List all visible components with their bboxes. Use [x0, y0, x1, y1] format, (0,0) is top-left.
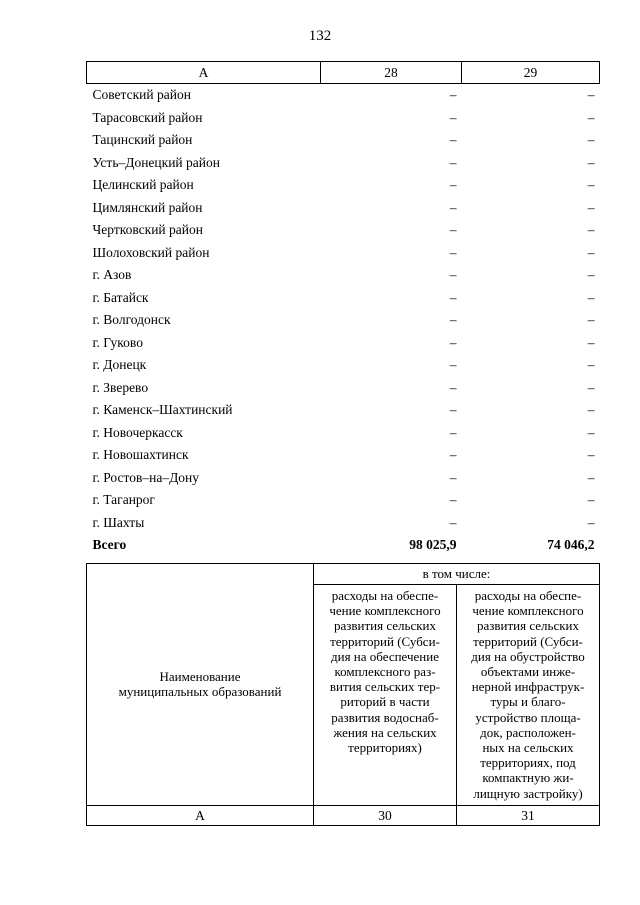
municipality-name-header-line1: Наименование [159, 669, 241, 685]
table-row [87, 512, 600, 535]
table-row [87, 264, 600, 287]
value-col-29: – [587, 222, 595, 238]
municipality-name: Цимлянский район [92, 199, 203, 215]
table-row [87, 332, 600, 355]
description-line: компактную жи- [482, 770, 574, 786]
including-header: в том числе: [314, 564, 600, 585]
value-col-29: – [587, 244, 595, 260]
value-col-29: – [587, 289, 595, 305]
table-row [87, 174, 600, 197]
table-row [87, 489, 600, 512]
description-line: вития сельских тер- [329, 679, 441, 695]
value-col-29: – [587, 447, 595, 463]
municipality-name: г. Ростов–на–Дону [92, 469, 200, 485]
municipality-name: Шолоховский район [92, 244, 210, 260]
municipality-name: Всего [92, 537, 127, 553]
description-line: расходы на обеспе- [474, 588, 582, 603]
upper-table-header-row [87, 62, 600, 84]
municipality-name: г. Зверево [92, 379, 149, 395]
municipality-name: Советский район [92, 87, 191, 103]
col-30-description [314, 585, 457, 806]
description-line: дия на обеспечение [331, 648, 439, 664]
table-row [87, 444, 600, 467]
description-line: чение комплексного [472, 603, 584, 619]
col-31-description-text [460, 588, 596, 801]
index-col-31: 31 [457, 805, 600, 825]
description-line: территорий (Субси- [473, 633, 583, 649]
municipality-name: г. Новошахтинск [92, 447, 189, 463]
value-col-29: – [587, 177, 595, 193]
value-col-28: – [449, 222, 457, 238]
description-line: объектами инже- [480, 664, 576, 680]
value-col-29: – [587, 154, 595, 170]
col-31-description [457, 585, 600, 806]
municipality-name: г. Волгодонск [92, 312, 171, 328]
upper-table-body [87, 84, 600, 557]
value-col-28: – [449, 312, 457, 328]
description-line: комплексного раз- [334, 664, 436, 680]
table-row [87, 422, 600, 445]
description-line: территориях) [348, 740, 422, 756]
page-number: 132 [308, 28, 332, 44]
header-col-29: 29 [462, 62, 600, 84]
description-line: лищную застройку) [473, 785, 583, 801]
value-col-29: – [587, 357, 595, 373]
value-col-28: – [449, 244, 457, 260]
value-col-29: – [587, 424, 595, 440]
description-line: территорий (Субси- [330, 633, 440, 649]
description-line: развития сельских [476, 618, 580, 634]
table-row [87, 107, 600, 130]
municipality-name: г. Гуково [92, 334, 143, 350]
value-col-29: – [587, 87, 595, 103]
value-col-29: 74 046,2 [547, 537, 595, 553]
lower-table-header [86, 563, 600, 826]
value-col-28: – [449, 447, 457, 463]
value-col-29: – [587, 199, 595, 215]
value-col-28: – [449, 267, 457, 283]
header-col-a: А [87, 62, 321, 84]
value-col-29: – [587, 312, 595, 328]
value-col-29: – [587, 132, 595, 148]
header-col-28: 28 [321, 62, 462, 84]
value-col-28: – [449, 177, 457, 193]
value-col-28: – [449, 289, 457, 305]
municipality-name-header [87, 564, 314, 806]
municipality-name: г. Каменск–Шахтинский [92, 402, 233, 418]
municipality-name-header-line2: муниципальных образований [118, 684, 282, 700]
table-row [87, 197, 600, 220]
table-row [87, 354, 600, 377]
table-row [87, 399, 600, 422]
value-col-29: – [587, 109, 595, 125]
index-col-30: 30 [314, 805, 457, 825]
table-row [87, 84, 600, 107]
table-row [87, 219, 600, 242]
value-col-28: – [449, 154, 457, 170]
value-col-29: – [587, 379, 595, 395]
lower-index-row [87, 805, 600, 825]
value-col-29: – [587, 267, 595, 283]
value-col-28: – [449, 402, 457, 418]
description-line: ных на сельских [482, 740, 574, 756]
municipality-name: г. Таганрог [92, 492, 155, 508]
value-col-28: 98 025,9 [409, 537, 457, 553]
table-row [87, 242, 600, 265]
table-row [87, 129, 600, 152]
municipality-name: г. Азов [92, 267, 132, 283]
col-30-description-text [317, 588, 453, 755]
value-col-28: – [449, 492, 457, 508]
table-row [87, 152, 600, 175]
total-row [87, 534, 600, 557]
value-col-28: – [449, 424, 457, 440]
value-col-28: – [449, 87, 457, 103]
value-col-28: – [449, 379, 457, 395]
value-col-28: – [449, 132, 457, 148]
value-col-28: – [449, 514, 457, 530]
municipality-name: г. Новочеркасск [92, 424, 183, 440]
value-col-29: – [587, 492, 595, 508]
description-line: дия на обустройство [471, 648, 585, 664]
description-line: чение комплексного [329, 603, 441, 619]
index-col-a: А [87, 805, 314, 825]
municipality-name: Тарасовский район [92, 109, 203, 125]
description-line: нерной инфраструк- [471, 679, 585, 695]
description-line: развития сельских [333, 618, 437, 634]
municipality-name: г. Батайск [92, 289, 149, 305]
value-col-28: – [449, 469, 457, 485]
description-line: устройство площа- [475, 709, 581, 725]
upper-table [86, 61, 600, 557]
table-row [87, 287, 600, 310]
value-col-28: – [449, 334, 457, 350]
value-col-29: – [587, 402, 595, 418]
description-line: док, расположен- [480, 724, 576, 740]
description-line: территориях, под [480, 755, 576, 771]
value-col-28: – [449, 357, 457, 373]
lower-header-row-1 [87, 564, 600, 585]
municipality-name: Целинский район [92, 177, 194, 193]
description-line: туры и благо- [490, 694, 566, 710]
description-line: риторий в части [340, 694, 430, 710]
municipality-name: г. Шахты [92, 514, 145, 530]
table-row [87, 467, 600, 490]
value-col-29: – [587, 514, 595, 530]
municipality-name: г. Донецк [92, 357, 147, 373]
description-line: развития водоснаб- [331, 709, 439, 725]
table-row [87, 377, 600, 400]
municipality-name: Тацинский район [92, 132, 193, 148]
municipality-name: Усть–Донецкий район [92, 154, 220, 170]
value-col-29: – [587, 469, 595, 485]
value-col-28: – [449, 199, 457, 215]
description-line: расходы на обеспе- [331, 588, 439, 603]
municipality-name: Чертковский район [92, 222, 203, 238]
description-line: жения на сельских [333, 724, 437, 740]
table-row [87, 309, 600, 332]
value-col-28: – [449, 109, 457, 125]
value-col-29: – [587, 334, 595, 350]
